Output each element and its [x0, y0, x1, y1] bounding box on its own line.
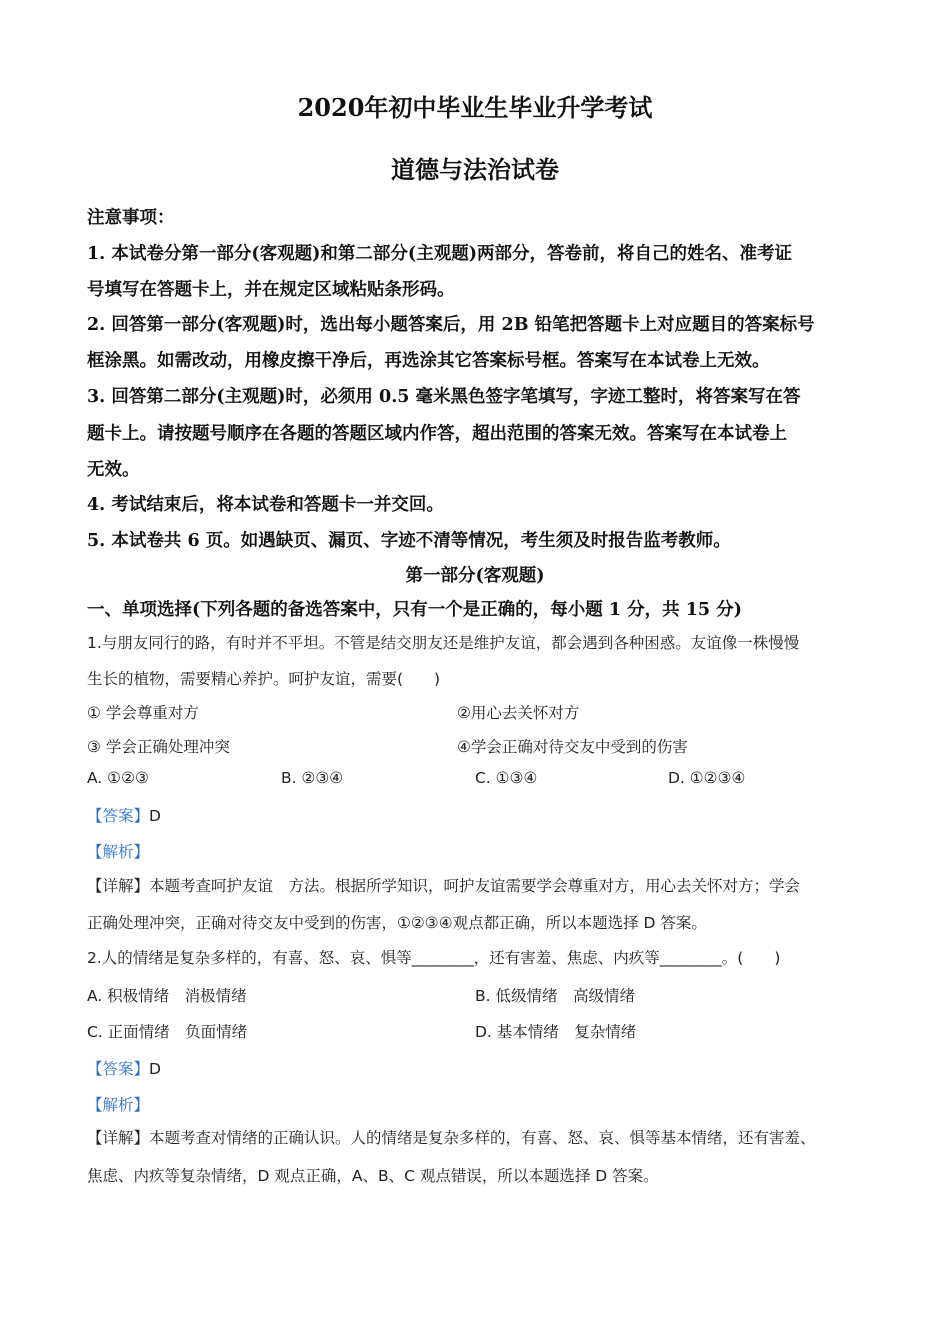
exam-title: 2020年初中毕业生毕业升学考试: [297, 93, 653, 122]
exam-subtitle: 道德与法治试卷: [391, 155, 559, 184]
q1-item: ②用心去关怀对方: [457, 704, 580, 722]
q2-detail: [87, 1126, 816, 1148]
detail-tag: 【详解】: [87, 877, 150, 895]
q2-option-d: D. 基本情绪 复杂情绪: [475, 1023, 637, 1041]
notice-line: 框涂黑。如需改动，用橡皮擦干净后，再选涂其它答案标号框。答案写在本试卷上无效。: [87, 351, 770, 371]
q2-option-c: C. 正面情绪 负面情绪: [87, 1023, 248, 1041]
q1-analysis-tag: 【解析】: [87, 843, 150, 861]
detail-text: 本题考查呵护友谊 方法。根据所学知识，呵护友谊需要学会尊重对方，用心去关怀对方；学会: [149, 877, 801, 895]
q2-option-b: B. 低级情绪 高级情绪: [475, 987, 635, 1005]
notice-line: 4. 考试结束后，将本试卷和答题卡一并交回。: [87, 495, 444, 515]
notice-line: 3. 回答第二部分(主观题)时，必须用 0.5 毫米黑色签字笔填写，字迹工整时，将答案写在答: [87, 387, 801, 407]
q1-detail: 正确处理冲突，正确对待交友中受到的伤害，①②③④观点都正确，所以本题选择 D 答案。: [87, 914, 707, 932]
q1-item: ④学会正确对待交友中受到的伤害: [457, 738, 688, 756]
q2-detail: 焦虑、内疚等复杂情绪，D 观点正确，A、B、C 观点错误，所以本题选择 D 答案。: [87, 1167, 659, 1185]
q1-answer: [87, 804, 161, 826]
notice-line: 题卡上。请按题号顺序在各题的答题区域内作答，超出范围的答案无效。答案写在本试卷上: [87, 424, 787, 444]
answer-value: D: [149, 1060, 161, 1078]
q2-analysis-tag: 【解析】: [87, 1096, 150, 1114]
answer-tag: 【答案】: [87, 1060, 150, 1078]
q1-option-a: A. ①②③: [87, 769, 149, 787]
section1-title: 一、单项选择(下列各题的备选答案中，只有一个是正确的，每小题 1 分，共 15 分): [87, 600, 742, 620]
q1-item: ③ 学会正确处理冲突: [87, 738, 230, 756]
answer-tag: 【答案】: [87, 807, 150, 825]
notice-line: 1. 本试卷分第一部分(客观题)和第二部分(主观题)两部分，答卷前，将自己的姓名、准考证: [87, 244, 792, 264]
q1-option-c: C. ①③④: [475, 769, 538, 787]
q2-option-a: A. 积极情绪 消极情绪: [87, 987, 247, 1005]
notice-line: 无效。: [87, 460, 140, 480]
q1-item: ① 学会尊重对方: [87, 704, 199, 722]
q1-option-b: B. ②③④: [281, 769, 344, 787]
q2-stem: 2.人的情绪是复杂多样的，有喜、怒、哀、惧等________，还有害羞、焦虑、内疚等________。( ): [87, 949, 781, 967]
q2-answer: [87, 1057, 161, 1079]
q1-stem: 1.与朋友同行的路，有时并不平坦。不管是结交朋友还是维护友谊，都会遇到各种困惑。友谊像一株慢慢: [87, 634, 800, 652]
detail-text: 本题考查对情绪的正确认识。人的情绪是复杂多样的，有喜、怒、哀、惧等基本情绪，还有害羞、: [149, 1129, 816, 1147]
notice-heading: 注意事项：: [87, 208, 175, 228]
detail-tag: 【详解】: [87, 1129, 150, 1147]
q1-stem: 生长的植物，需要精心养护。呵护友谊，需要( ): [87, 670, 441, 688]
notice-line: 2. 回答第一部分(客观题)时，选出每小题答案后，用 2B 铅笔把答题卡上对应题目的答案标号: [87, 315, 815, 335]
part1-title: 第一部分(客观题): [405, 566, 545, 586]
q1-option-d: D. ①②③④: [668, 769, 746, 787]
notice-line: 5. 本试卷共 6 页。如遇缺页、漏页、字迹不清等情况，考生须及时报告监考教师。: [87, 531, 731, 551]
notice-line: 号填写在答题卡上，并在规定区域粘贴条形码。: [87, 280, 455, 300]
q1-detail: [87, 874, 800, 896]
answer-value: D: [149, 807, 161, 825]
